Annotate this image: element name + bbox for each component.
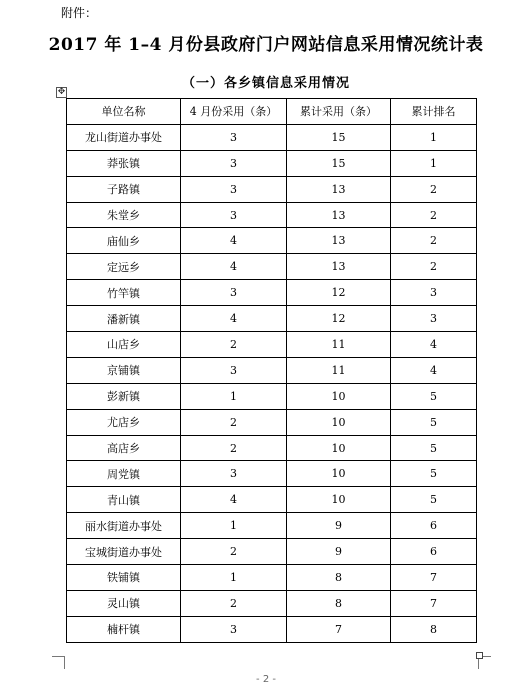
cell-cumulative: 10 (287, 409, 391, 435)
cell-unit: 山店乡 (67, 332, 181, 358)
cell-rank: 1 (391, 150, 477, 176)
cell-april: 1 (181, 513, 287, 539)
cell-april: 1 (181, 565, 287, 591)
cell-cumulative: 10 (287, 435, 391, 461)
table-row (67, 487, 477, 513)
cell-unit: 竹竿镇 (67, 280, 181, 306)
table-row (67, 150, 477, 176)
cell-unit: 庙仙乡 (67, 228, 181, 254)
cell-rank: 5 (391, 461, 477, 487)
cell-rank: 8 (391, 616, 477, 642)
table-row (67, 513, 477, 539)
cell-unit: 彭新镇 (67, 383, 181, 409)
cell-april: 3 (181, 176, 287, 202)
table-row (67, 409, 477, 435)
cell-rank: 3 (391, 280, 477, 306)
cell-unit: 尤店乡 (67, 409, 181, 435)
cell-rank: 2 (391, 202, 477, 228)
column-header-unit: 单位名称 (67, 99, 181, 125)
table-row (67, 357, 477, 383)
table-row (67, 461, 477, 487)
cell-april: 2 (181, 332, 287, 358)
page-number: - 2 - (256, 674, 276, 685)
table-resize-handle-icon[interactable] (476, 652, 483, 659)
cell-rank: 5 (391, 487, 477, 513)
document-title: 2017 年 1–4 月份县政府门户网站信息采用情况统计表 (48, 35, 484, 55)
table-move-handle-icon[interactable]: ✥ (57, 87, 66, 97)
section-subtitle: （一）各乡镇信息采用情况 (181, 76, 350, 91)
cell-april: 3 (181, 357, 287, 383)
cell-rank: 3 (391, 306, 477, 332)
cell-april: 2 (181, 590, 287, 616)
cell-cumulative: 9 (287, 539, 391, 565)
attachment-label: 附件： (61, 6, 98, 20)
cell-cumulative: 13 (287, 254, 391, 280)
table-row (67, 176, 477, 202)
cell-rank: 2 (391, 254, 477, 280)
cell-unit: 灵山镇 (67, 590, 181, 616)
cell-rank: 2 (391, 228, 477, 254)
cell-april: 2 (181, 435, 287, 461)
table-row (67, 280, 477, 306)
column-header-cumulative: 累计采用（条） (287, 99, 391, 125)
cell-rank: 4 (391, 332, 477, 358)
table-row (67, 254, 477, 280)
table-row (67, 383, 477, 409)
cell-rank: 5 (391, 435, 477, 461)
cell-april: 4 (181, 254, 287, 280)
table-row (67, 306, 477, 332)
table-row (67, 124, 477, 150)
column-header-april: 4 月份采用（条） (181, 99, 287, 125)
cell-unit: 定远乡 (67, 254, 181, 280)
cell-unit: 楠杆镇 (67, 616, 181, 642)
cell-cumulative: 8 (287, 590, 391, 616)
cell-april: 3 (181, 124, 287, 150)
cell-april: 3 (181, 616, 287, 642)
cell-rank: 6 (391, 513, 477, 539)
table-row (67, 616, 477, 642)
table-body (67, 124, 477, 642)
cell-cumulative: 12 (287, 280, 391, 306)
cell-rank: 1 (391, 124, 477, 150)
cell-april: 3 (181, 150, 287, 176)
cell-cumulative: 15 (287, 150, 391, 176)
cell-cumulative: 13 (287, 228, 391, 254)
cell-cumulative: 9 (287, 513, 391, 539)
table-row (67, 228, 477, 254)
column-header-rank: 累计排名 (391, 99, 477, 125)
table-row (67, 539, 477, 565)
cell-april: 2 (181, 539, 287, 565)
cell-april: 3 (181, 461, 287, 487)
cell-unit: 宝城街道办事处 (67, 539, 181, 565)
table-row (67, 202, 477, 228)
cell-cumulative: 12 (287, 306, 391, 332)
table-row (67, 590, 477, 616)
cell-rank: 5 (391, 383, 477, 409)
cell-april: 4 (181, 306, 287, 332)
cell-unit: 莽张镇 (67, 150, 181, 176)
table-header-row (67, 99, 477, 125)
cell-cumulative: 15 (287, 124, 391, 150)
cell-unit: 丽水街道办事处 (67, 513, 181, 539)
cell-cumulative: 8 (287, 565, 391, 591)
cell-april: 3 (181, 202, 287, 228)
cell-unit: 龙山街道办事处 (67, 124, 181, 150)
cell-cumulative: 13 (287, 202, 391, 228)
cell-unit: 潘新镇 (67, 306, 181, 332)
cell-rank: 5 (391, 409, 477, 435)
cell-unit: 青山镇 (67, 487, 181, 513)
cell-cumulative: 11 (287, 357, 391, 383)
cell-april: 4 (181, 228, 287, 254)
table-row (67, 565, 477, 591)
cell-unit: 朱堂乡 (67, 202, 181, 228)
cell-rank: 6 (391, 539, 477, 565)
cell-cumulative: 13 (287, 176, 391, 202)
cell-unit: 京铺镇 (67, 357, 181, 383)
cell-unit: 铁铺镇 (67, 565, 181, 591)
cell-unit: 高店乡 (67, 435, 181, 461)
page-corner-mark-left (52, 656, 65, 669)
cell-april: 3 (181, 280, 287, 306)
cell-rank: 7 (391, 590, 477, 616)
cell-april: 2 (181, 409, 287, 435)
table-row (67, 332, 477, 358)
table-row (67, 435, 477, 461)
cell-cumulative: 10 (287, 383, 391, 409)
cell-rank: 7 (391, 565, 477, 591)
cell-rank: 2 (391, 176, 477, 202)
cell-cumulative: 11 (287, 332, 391, 358)
statistics-table (66, 98, 477, 643)
cell-unit: 周党镇 (67, 461, 181, 487)
cell-cumulative: 10 (287, 487, 391, 513)
cell-april: 1 (181, 383, 287, 409)
cell-unit: 子路镇 (67, 176, 181, 202)
cell-rank: 4 (391, 357, 477, 383)
cell-cumulative: 7 (287, 616, 391, 642)
cell-cumulative: 10 (287, 461, 391, 487)
cell-april: 4 (181, 487, 287, 513)
